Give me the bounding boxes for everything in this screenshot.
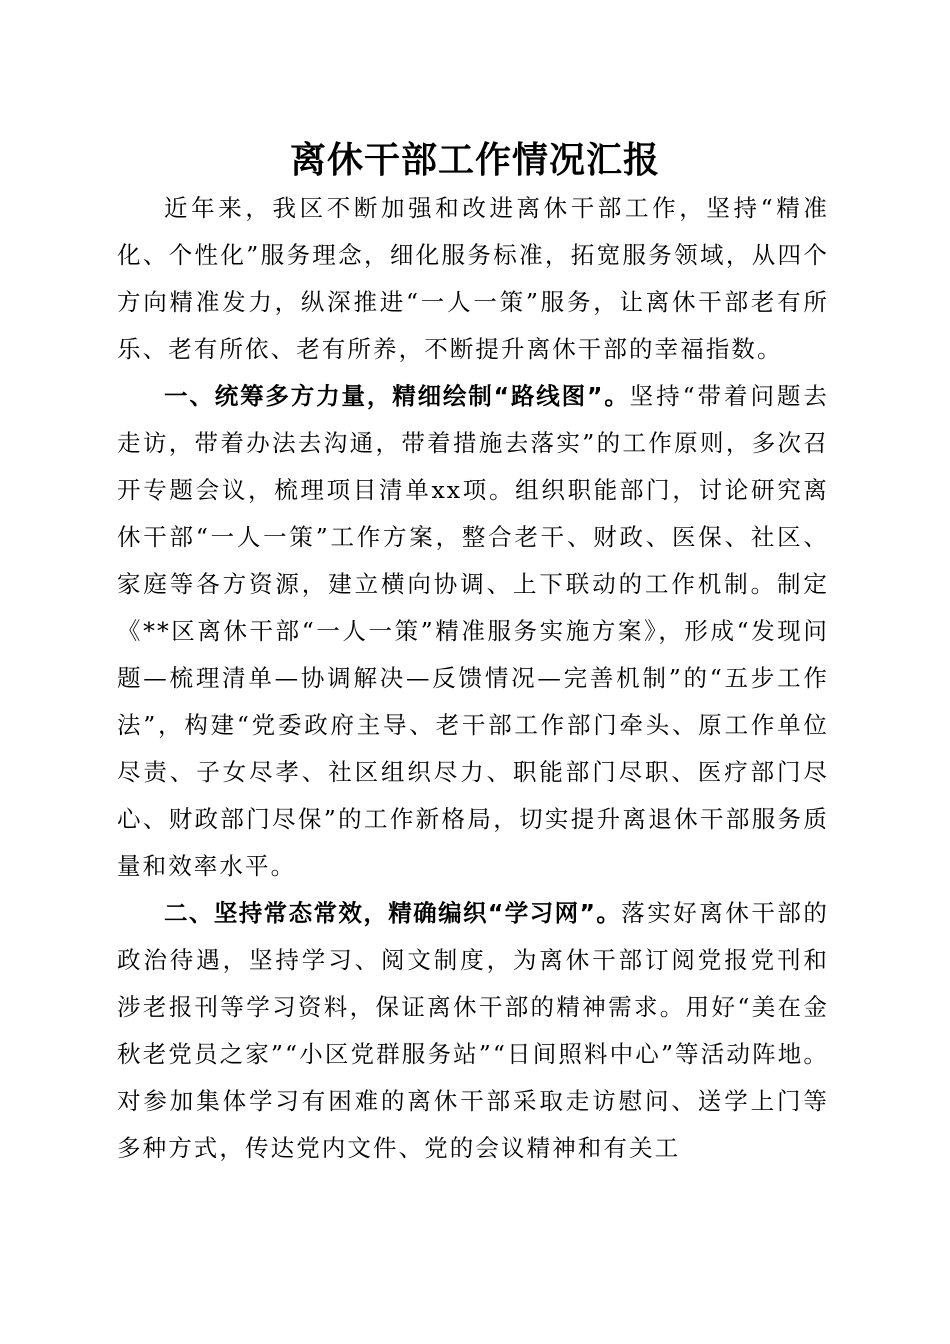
intro-paragraph: 近年来，我区不断加强和改进离休干部工作，坚持“精准化、个性化”服务理念，细化服务标准，拓宽服务领域，从四个方向精准发力，纵深推进“一人一策”服务，让离休干部老有所乐、老有所依、老有所养，不断提升离休干部的幸福指数。: [117, 194, 829, 363]
section-2-paragraph: [117, 890, 829, 1172]
section-2-heading: 二、坚持常态常效，精确编织“学习网”。: [164, 899, 622, 927]
document-title: 离休干部工作情况汇报: [289, 139, 660, 181]
document-body: [117, 185, 829, 1172]
section-1-heading: 一、统筹多方力量，精细绘制“路线图”。: [164, 382, 630, 410]
section-2-body: 落实好离休干部的政治待遇，坚持学习、阅文制度，为离休干部订阅党报党刊和涉老报刊等学习资料，保证离休干部的精神需求。用好“美在金秋老党员之家”“小区党群服务站”“日间照料中心”等活动阵地。对参加集体学习有困难的离休干部采取走访慰问、送学上门等多种方式，传达党内文件、党的会议精神和有关工: [117, 899, 829, 1162]
section-1-paragraph: [117, 373, 829, 890]
section-1-body: 坚持“带着问题去走访，带着办法去沟通，带着措施去落实”的工作原则，多次召开专题会议，梳理项目清单xx项。组织职能部门，讨论研究离休干部“一人一策”工作方案，整合老干、财政、医保、社区、家庭等各方资源，建立横向协调、上下联动的工作机制。制定《**区离休干部“一人一策”精准服务实施方案》，形成“发现问题—梳理清单—协调解决—反馈情况—完善机制”的“五步工作法”，构建“党委政府主导、老干部工作部门牵头、原工作单位尽责、子女尽孝、社区组织尽力、职能部门尽职、医疗部门尽心、财政部门尽保”的工作新格局，切实提升离退休干部服务质量和效率水平。: [117, 382, 829, 880]
